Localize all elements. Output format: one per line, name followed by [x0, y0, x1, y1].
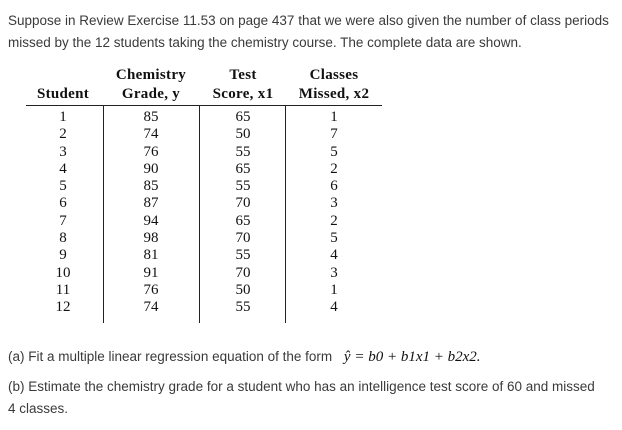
cell-grade: 87 [143, 195, 159, 212]
question-b: (b) Estimate the chemistry grade for a student who has an intelligence test score of 60 and missed 4 classes. [8, 379, 595, 416]
table-row [26, 161, 382, 178]
cell-score: 65 [235, 160, 251, 177]
cell-student: 3 [59, 143, 67, 160]
cell-score: 50 [235, 126, 251, 143]
cell-score: 70 [235, 195, 251, 212]
header-student: Student [36, 86, 90, 102]
cell-student: 4 [59, 160, 67, 177]
table-body [26, 109, 382, 317]
cell-grade: 85 [143, 178, 159, 195]
cell-grade: 91 [143, 264, 159, 281]
cell-missed: 7 [330, 126, 338, 143]
cell-student: 12 [55, 299, 71, 316]
problem-intro: Suppose in Review Exercise 11.53 on page 437 that we were also given the number of class periods missed by the 12 students taking the chemistry course. The complete data are shown. [8, 13, 609, 50]
cell-student: 5 [59, 178, 67, 195]
cell-grade: 76 [143, 281, 159, 298]
regression-equation: ŷ = b0 + b1x1 + b2x2. [343, 349, 481, 365]
cell-student: 1 [59, 109, 67, 125]
cell-missed: 2 [330, 160, 338, 177]
cell-grade: 74 [143, 126, 159, 143]
cell-score: 50 [235, 281, 251, 298]
cell-score: 55 [235, 178, 251, 195]
cell-student: 9 [59, 247, 67, 264]
header-top-score: Test [229, 67, 257, 83]
header-score: Score, x1 [212, 86, 274, 102]
cell-missed: 5 [330, 143, 338, 160]
cell-student: 2 [59, 126, 67, 143]
header-rule [26, 105, 382, 106]
question-a-text: (a) Fit a multiple linear regression equation of the form [8, 349, 333, 364]
cell-student: 8 [59, 230, 67, 247]
cell-missed: 3 [330, 264, 338, 281]
cell-grade: 90 [143, 160, 159, 177]
table-row [26, 299, 382, 316]
cell-missed: 5 [330, 230, 338, 247]
cell-missed: 1 [330, 109, 338, 125]
cell-grade: 98 [143, 230, 159, 247]
cell-missed: 2 [330, 212, 338, 229]
table-row [26, 282, 382, 299]
cell-missed: 3 [330, 195, 338, 212]
cell-grade: 76 [143, 143, 159, 160]
cell-missed: 4 [330, 299, 338, 316]
cell-grade: 85 [143, 109, 159, 125]
table-row [26, 144, 382, 161]
cell-grade: 81 [143, 247, 159, 264]
table-row [26, 265, 382, 282]
cell-student: 11 [55, 281, 71, 298]
table-row [26, 178, 382, 195]
table-row [26, 213, 382, 230]
cell-missed: 4 [330, 247, 338, 264]
header-top-missed: Classes [309, 67, 359, 83]
question-a [8, 346, 481, 368]
cell-score: 55 [235, 247, 251, 264]
header-missed: Missed, x2 [298, 86, 370, 102]
header-grade: Grade, y [121, 86, 181, 102]
header-top-grade: Chemistry [115, 67, 187, 83]
table-row [26, 230, 382, 247]
cell-student: 7 [59, 212, 67, 229]
cell-grade: 94 [143, 212, 159, 229]
cell-missed: 6 [330, 178, 338, 195]
cell-score: 70 [235, 230, 251, 247]
cell-missed: 1 [330, 281, 338, 298]
table-row [26, 126, 382, 143]
cell-student: 10 [55, 264, 71, 281]
table-row [26, 109, 382, 126]
cell-score: 70 [235, 264, 251, 281]
cell-student: 6 [59, 195, 67, 212]
cell-score: 65 [235, 212, 251, 229]
table-row [26, 195, 382, 212]
cell-grade: 74 [143, 299, 159, 316]
cell-score: 55 [235, 299, 251, 316]
cell-score: 55 [235, 143, 251, 160]
table-row [26, 247, 382, 264]
cell-score: 65 [235, 109, 251, 125]
